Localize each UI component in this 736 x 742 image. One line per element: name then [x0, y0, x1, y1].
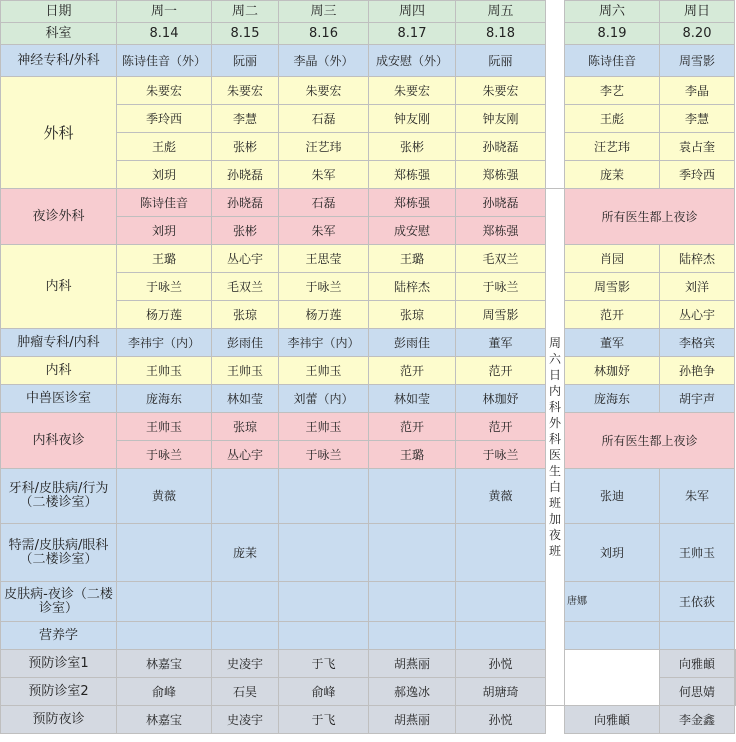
staff-cell: [456, 622, 546, 650]
table-row: [1, 357, 736, 385]
table-row: [1, 329, 736, 357]
dept-name: 营养学: [1, 622, 117, 650]
day-header: 周五: [456, 1, 546, 23]
column-gap: [565, 650, 660, 678]
staff-cell: 范开: [369, 413, 456, 441]
staff-cell: 朱要宏: [456, 77, 546, 105]
column-gap: [546, 23, 565, 45]
date-label: 日期: [1, 1, 117, 23]
staff-cell: 王璐: [369, 245, 456, 273]
staff-cell: 于咏兰: [456, 441, 546, 469]
date-header: 8.18: [456, 23, 546, 45]
column-gap: [546, 77, 565, 105]
staff-cell: 黄薇: [456, 469, 546, 524]
column-gap: [546, 105, 565, 133]
dept-name: 预防诊室1: [1, 650, 117, 678]
staff-cell: 郝逸冰: [369, 678, 456, 706]
table-row: [1, 77, 736, 105]
staff-cell: 袁占奎: [660, 133, 735, 161]
table-row: [1, 413, 736, 441]
staff-cell: 丛心宇: [212, 245, 279, 273]
staff-cell: 胡宇声: [660, 385, 735, 413]
staff-cell: 周雪影: [565, 273, 660, 301]
staff-cell: 毛双兰: [212, 273, 279, 301]
date-header: 8.15: [212, 23, 279, 45]
staff-cell: 朱要宏: [212, 77, 279, 105]
staff-cell: 石磊: [279, 189, 369, 217]
staff-cell: 俞峰: [279, 678, 369, 706]
staff-cell: 丛心宇: [660, 301, 735, 329]
staff-cell: 郑栋强: [456, 217, 546, 245]
dept-name: 外科: [1, 77, 117, 189]
table-row: [1, 23, 736, 45]
staff-cell: 王思莹: [279, 245, 369, 273]
dept-name: 预防夜诊: [1, 706, 117, 734]
staff-cell: 张琼: [212, 301, 279, 329]
column-gap: [546, 133, 565, 161]
staff-cell: 陈诗佳音: [117, 189, 212, 217]
staff-cell: 肖园: [565, 245, 660, 273]
staff-cell: 庞海东: [117, 385, 212, 413]
staff-cell: 李晶（外）: [279, 45, 369, 77]
staff-cell: [212, 469, 279, 524]
staff-cell: [279, 582, 369, 622]
staff-cell: 李慧: [212, 105, 279, 133]
date-header: 8.19: [565, 23, 660, 45]
staff-cell: 石昊: [212, 678, 279, 706]
staff-cell: 张琼: [369, 301, 456, 329]
staff-cell: 唐娜: [565, 582, 660, 622]
table-row: [1, 650, 736, 678]
staff-cell: 朱军: [279, 217, 369, 245]
staff-cell: 王彪: [565, 105, 660, 133]
dept-name: 夜诊外科: [1, 189, 117, 245]
staff-cell: 朱军: [660, 469, 735, 524]
weekend-shift-note: 周六日内科外科医生白班加夜班: [546, 189, 565, 706]
column-gap: [546, 45, 565, 77]
table-row: [1, 245, 736, 273]
staff-cell: 王彪: [117, 133, 212, 161]
staff-cell: 孙晓磊: [456, 133, 546, 161]
table-row: [1, 45, 736, 77]
column-gap: [565, 678, 660, 706]
table-row: [1, 622, 736, 650]
staff-cell: 史凌宇: [212, 650, 279, 678]
staff-cell: 向雅頔: [565, 706, 660, 734]
dept-name: 预防诊室2: [1, 678, 117, 706]
staff-cell: 周雪影: [660, 45, 735, 77]
staff-cell: 朱要宏: [279, 77, 369, 105]
staff-cell: 陆梓杰: [660, 245, 735, 273]
staff-cell: 张琼: [212, 413, 279, 441]
staff-cell: 于咏兰: [279, 273, 369, 301]
staff-cell: 孙悦: [456, 706, 546, 734]
staff-cell: 朱军: [279, 161, 369, 189]
staff-cell: 彭雨佳: [212, 329, 279, 357]
staff-cell: 刘蕾（内）: [279, 385, 369, 413]
staff-cell: 范开: [369, 357, 456, 385]
staff-cell: [212, 622, 279, 650]
staff-cell: 陈诗佳音（外）: [117, 45, 212, 77]
date-header: 8.14: [117, 23, 212, 45]
date-header: 8.17: [369, 23, 456, 45]
staff-cell: 王依荻: [660, 582, 735, 622]
weekend-night-note: 所有医生都上夜诊: [565, 189, 735, 245]
staff-cell: 范开: [456, 413, 546, 441]
table-row: [1, 189, 736, 217]
staff-cell: 林嘉宝: [117, 706, 212, 734]
staff-cell: 张迪: [565, 469, 660, 524]
staff-cell: 杨万莲: [279, 301, 369, 329]
dept-label: 科室: [1, 23, 117, 45]
staff-cell: 庞海东: [565, 385, 660, 413]
column-gap: [546, 1, 565, 23]
staff-cell: 李祎宇（内）: [279, 329, 369, 357]
staff-cell: 丛心宇: [212, 441, 279, 469]
staff-cell: 孙晓磊: [212, 161, 279, 189]
staff-cell: [369, 582, 456, 622]
staff-cell: [735, 650, 736, 678]
dept-name: 内科: [1, 245, 117, 329]
column-gap: [546, 706, 565, 734]
staff-cell: 刘玥: [565, 524, 660, 582]
staff-cell: 林如莹: [212, 385, 279, 413]
staff-cell: [456, 524, 546, 582]
staff-cell: 王帅玉: [279, 357, 369, 385]
staff-cell: 林珈妤: [456, 385, 546, 413]
staff-cell: 刘洋: [660, 273, 735, 301]
day-header: 周日: [660, 1, 735, 23]
table-row: [1, 1, 736, 23]
staff-cell: 张彬: [212, 217, 279, 245]
dept-name: 牙科/皮肤病/行为（二楼诊室）: [1, 469, 117, 524]
staff-cell: 钟友刚: [369, 105, 456, 133]
staff-cell: [279, 469, 369, 524]
staff-cell: [660, 622, 735, 650]
staff-cell: [117, 524, 212, 582]
staff-cell: 阮丽: [212, 45, 279, 77]
staff-cell: 钟友刚: [456, 105, 546, 133]
date-header: 8.20: [660, 23, 735, 45]
staff-cell: 向雅頔: [660, 650, 735, 678]
staff-cell: 孙艳争: [660, 357, 735, 385]
weekend-night-note: 所有医生都上夜诊: [565, 413, 735, 469]
staff-cell: 俞峰: [117, 678, 212, 706]
staff-cell: 林如莹: [369, 385, 456, 413]
staff-cell: 季玲西: [117, 105, 212, 133]
staff-cell: 郑栋强: [456, 161, 546, 189]
staff-cell: [117, 582, 212, 622]
staff-cell: 李格宾: [660, 329, 735, 357]
staff-cell: 于飞: [279, 706, 369, 734]
table-row: [1, 469, 736, 524]
staff-cell: 汪艺玮: [565, 133, 660, 161]
table-row: [1, 582, 736, 622]
staff-cell: 李艺: [565, 77, 660, 105]
table-row: [1, 706, 736, 734]
staff-cell: [369, 469, 456, 524]
dept-name: 皮肤病-夜诊（二楼诊室）: [1, 582, 117, 622]
date-header: 8.16: [279, 23, 369, 45]
staff-cell: 阮丽: [456, 45, 546, 77]
staff-cell: [735, 678, 736, 706]
staff-cell: 王璐: [117, 245, 212, 273]
staff-cell: 胡燕丽: [369, 706, 456, 734]
staff-cell: 范开: [456, 357, 546, 385]
staff-cell: 于咏兰: [279, 441, 369, 469]
staff-cell: 林嘉宝: [117, 650, 212, 678]
table-row: [1, 524, 736, 582]
staff-cell: 王帅玉: [279, 413, 369, 441]
dept-name: 中兽医诊室: [1, 385, 117, 413]
day-header: 周三: [279, 1, 369, 23]
staff-cell: [279, 524, 369, 582]
staff-cell: 李祎宇（内）: [117, 329, 212, 357]
staff-cell: 范开: [565, 301, 660, 329]
staff-cell: 王帅玉: [660, 524, 735, 582]
staff-cell: 郑栋强: [369, 189, 456, 217]
day-header: 周一: [117, 1, 212, 23]
staff-cell: 王帅玉: [117, 413, 212, 441]
staff-cell: 杨万莲: [117, 301, 212, 329]
staff-cell: 石磊: [279, 105, 369, 133]
staff-cell: 陈诗佳音: [565, 45, 660, 77]
staff-cell: 郑栋强: [369, 161, 456, 189]
staff-cell: 李金鑫: [660, 706, 735, 734]
staff-cell: 成安慰: [369, 217, 456, 245]
staff-cell: 庞茉: [565, 161, 660, 189]
staff-cell: 王帅玉: [212, 357, 279, 385]
staff-cell: 刘玥: [117, 217, 212, 245]
staff-cell: 成安慰（外）: [369, 45, 456, 77]
staff-cell: 黄薇: [117, 469, 212, 524]
staff-cell: [565, 622, 660, 650]
staff-cell: 何思婧: [660, 678, 735, 706]
staff-cell: 周雪影: [456, 301, 546, 329]
staff-cell: [117, 622, 212, 650]
staff-cell: 孙晓磊: [212, 189, 279, 217]
staff-cell: 于咏兰: [117, 273, 212, 301]
staff-cell: [369, 524, 456, 582]
staff-cell: 刘玥: [117, 161, 212, 189]
staff-cell: 于飞: [279, 650, 369, 678]
staff-cell: 于咏兰: [117, 441, 212, 469]
staff-cell: 汪艺玮: [279, 133, 369, 161]
dept-name: 神经专科/外科: [1, 45, 117, 77]
staff-cell: 孙悦: [456, 650, 546, 678]
staff-cell: 朱要宏: [117, 77, 212, 105]
staff-cell: 彭雨佳: [369, 329, 456, 357]
dept-name: 特需/皮肤病/眼科（二楼诊室）: [1, 524, 117, 582]
staff-cell: 李慧: [660, 105, 735, 133]
staff-cell: 李晶: [660, 77, 735, 105]
staff-cell: 毛双兰: [456, 245, 546, 273]
staff-cell: [279, 622, 369, 650]
dept-name: 内科: [1, 357, 117, 385]
staff-cell: 王璐: [369, 441, 456, 469]
table-row: [1, 385, 736, 413]
staff-cell: 季玲西: [660, 161, 735, 189]
column-gap: [546, 161, 565, 189]
staff-cell: 胡燕丽: [369, 650, 456, 678]
staff-cell: 孙晓磊: [456, 189, 546, 217]
staff-cell: [369, 622, 456, 650]
staff-cell: 胡瑭琦: [456, 678, 546, 706]
day-header: 周二: [212, 1, 279, 23]
staff-cell: 朱要宏: [369, 77, 456, 105]
staff-cell: 史凌宇: [212, 706, 279, 734]
staff-cell: [456, 582, 546, 622]
table-row: [1, 678, 736, 706]
staff-cell: 张彬: [212, 133, 279, 161]
staff-cell: 庞茉: [212, 524, 279, 582]
staff-cell: 董军: [456, 329, 546, 357]
staff-cell: 董军: [565, 329, 660, 357]
day-header: 周四: [369, 1, 456, 23]
day-header: 周六: [565, 1, 660, 23]
dept-name: 内科夜诊: [1, 413, 117, 469]
staff-cell: 林珈妤: [565, 357, 660, 385]
staff-cell: 张彬: [369, 133, 456, 161]
staff-cell: 于咏兰: [456, 273, 546, 301]
staff-cell: [212, 582, 279, 622]
staff-cell: 陆梓杰: [369, 273, 456, 301]
staff-cell: 王帅玉: [117, 357, 212, 385]
dept-name: 肿瘤专科/内科: [1, 329, 117, 357]
